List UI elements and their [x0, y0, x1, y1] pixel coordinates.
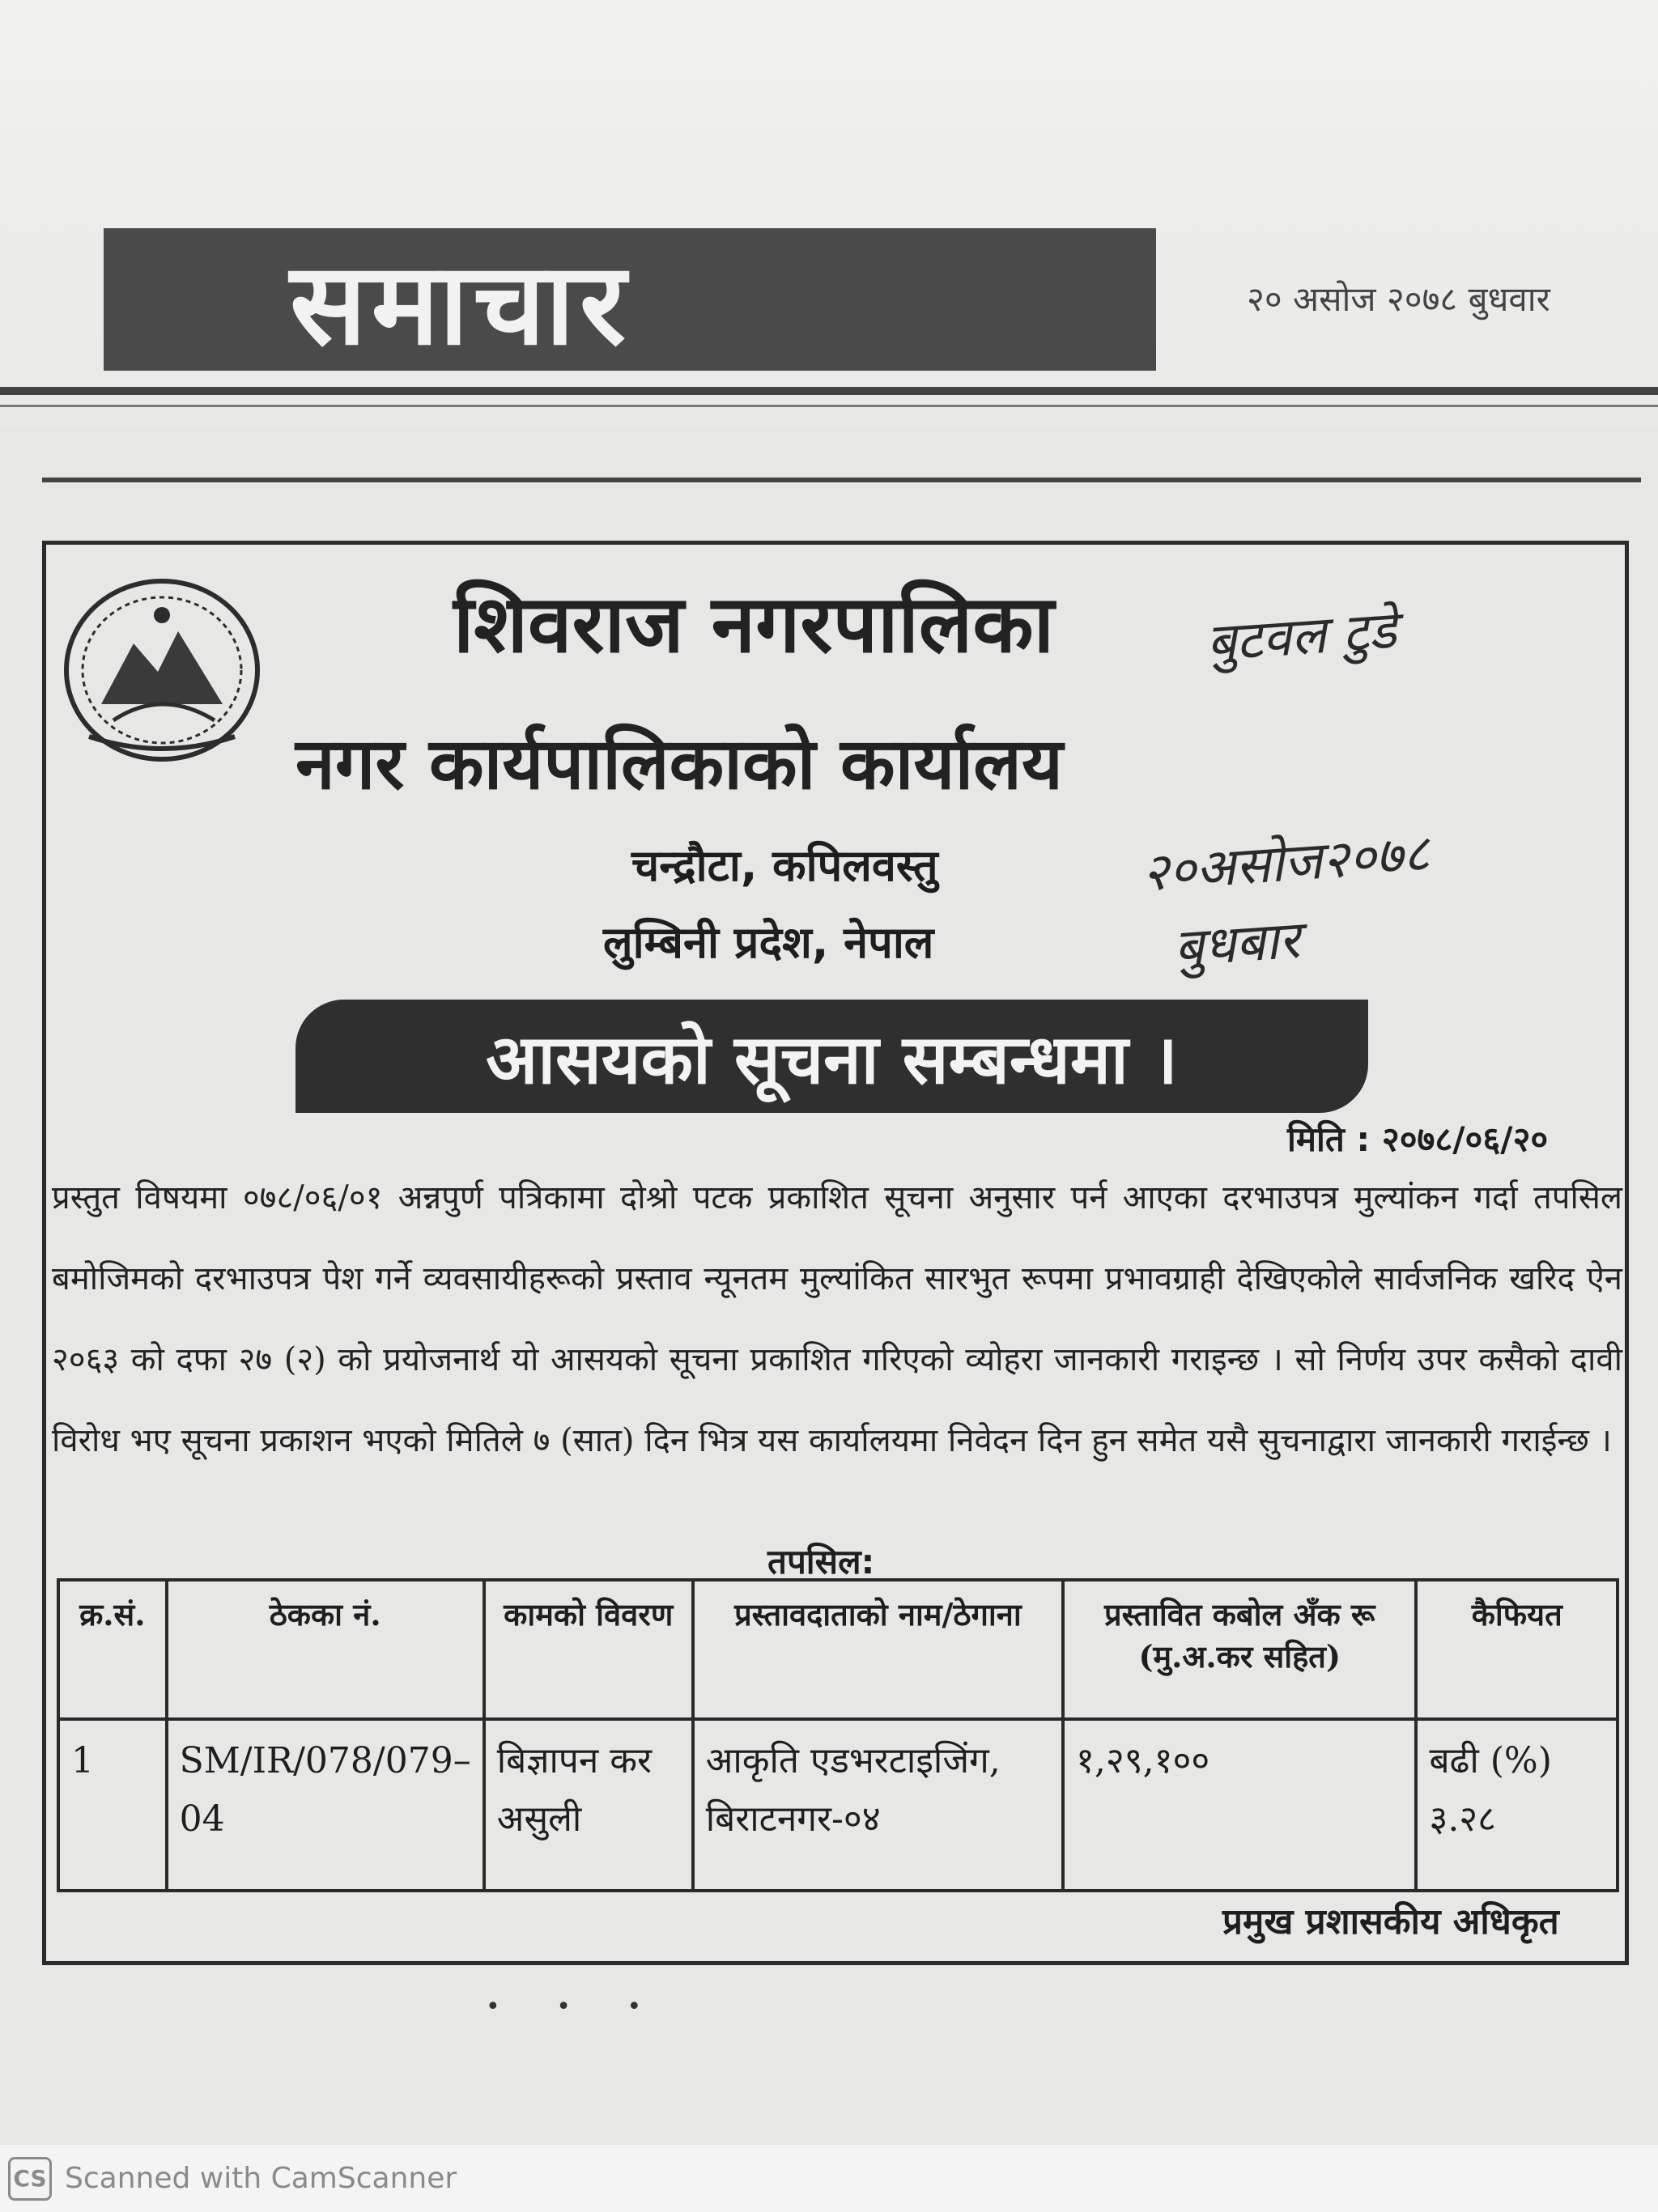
header-rule [0, 387, 1658, 395]
scanner-watermark-text: Scanned with CamScanner [65, 2162, 457, 2195]
office-name: नगर कार्यपालिकाको कार्यालय [295, 722, 1063, 805]
column-header: प्रस्तावित कबोल अँक रू (मु.अ.कर सहित) [1063, 1580, 1416, 1719]
masthead-title: समाचार [290, 238, 631, 371]
scanner-footer [0, 2145, 1658, 2212]
handwritten-note: बुटवल टुडे [1204, 600, 1399, 674]
column-header: ठेकका नं. [167, 1580, 484, 1719]
table-row [58, 1719, 1618, 1891]
address-line-2: लुम्बिनी प्रदेश, नेपाल [603, 917, 934, 968]
masthead-banner [104, 228, 1156, 371]
column-header: क्र.सं. [58, 1580, 167, 1719]
schedule-label: तपसिल: [767, 1542, 875, 1582]
notice-body: प्रस्तुत विषयमा ०७८/०६/०१ अन्नपुर्ण पत्रिकामा दोश्रो पटक प्रकाशित सूचना अनुसार पर्न आएका दरभाउपत्र मुल्यांकन गर्दा तपसिल बमोजिमको दरभाउपत्र पेश गर्ने व्यवसायीहरूको प्रस्ताव न्यूनतम मुल्यांकित सारभुत रूपमा प्रभावग्राही देखिएकोले सार्वजनिक खरिद ऐन २०६३ को दफा २७ (२) को प्रयोजनार्थ यो आसयको सूचना प्रकाशित गरिएको व्योहरा जानकारी गराइन्छ । सो निर्णय उपर कसैको दावी विरोध भए सूचना प्रकाशन भएको मितिले ७ (सात) दिन भित्र यस कार्यालयमा निवेदन दिन हुन समेत यसै सुचनाद्वारा जानकारी गराईन्छ । [52, 1179, 1622, 1459]
notice-headline: आसयको सूचना सम्बन्धमा । [486, 1019, 1178, 1099]
page-dots: • • • [486, 1993, 666, 2021]
organization-name: शिवराज नगरपालिका [453, 579, 1054, 671]
table-cell: बढी (%) ३.२८ [1416, 1719, 1618, 1891]
headline-banner [295, 1000, 1368, 1113]
table-cell: बिज्ञापन कर असुली [484, 1719, 693, 1891]
masthead-date: २० असोज २०७८ बुधवार [1247, 279, 1550, 319]
bid-table [57, 1578, 1619, 1892]
government-emblem-icon [57, 567, 267, 769]
handwritten-day: बुधबार [1171, 910, 1302, 979]
header-rule-thin [0, 405, 1658, 407]
table-cell: आकृति एडभरटाइजिंग, बिराटनगर-०४ [693, 1719, 1063, 1891]
column-header: कैफियत [1416, 1580, 1618, 1719]
column-header: कामको विवरण [484, 1580, 693, 1719]
column-rule [42, 478, 1641, 482]
table-cell: १,२९,१०० [1063, 1719, 1416, 1891]
handwritten-date: २०असोज२०७८ [1140, 823, 1432, 904]
signatory-title: प्रमुख प्रशासकीय अधिकृत [1222, 1901, 1559, 1942]
notice-date: मिति : २०७८/०६/२० [1287, 1119, 1549, 1159]
table-cell: 1 [58, 1719, 167, 1891]
table-header-row [58, 1580, 1618, 1719]
camscanner-logo-icon: CS [8, 2157, 52, 2201]
table-cell: SM/IR/078/079–04 [167, 1719, 484, 1891]
column-header: प्रस्तावदाताको नाम/ठेगाना [693, 1580, 1063, 1719]
address-line-1: चन्द्रौटा, कपिलवस्तु [631, 840, 938, 891]
